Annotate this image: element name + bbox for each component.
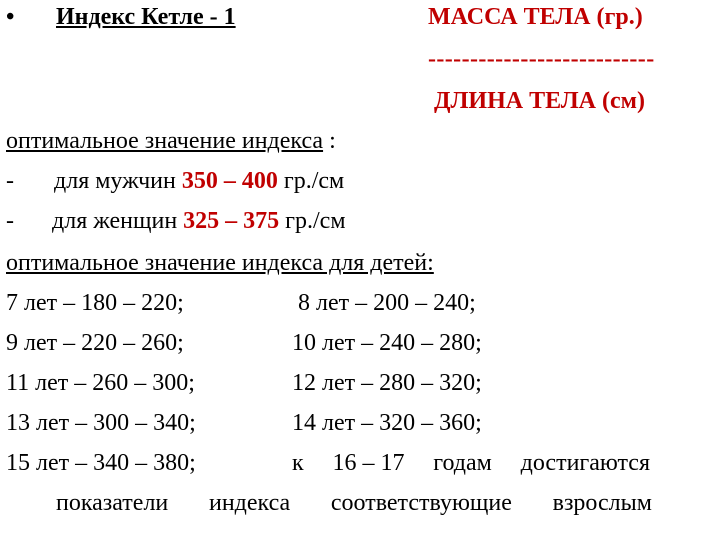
word: индекса — [208, 490, 291, 516]
bullet: • — [6, 4, 15, 30]
list-dash: - — [6, 208, 14, 234]
adults-item-men — [6, 168, 345, 195]
children-last-row-right — [292, 450, 650, 477]
children-row-right: 8 лет – 200 – 240; — [298, 290, 476, 316]
page-title: Индекс Кетле - 1 — [56, 4, 236, 30]
adults-item-label: для мужчин — [54, 168, 182, 194]
children-row-right: 12 лет – 280 – 320; — [292, 370, 482, 396]
adults-heading-colon: : — [323, 128, 336, 154]
adults-item-men-text — [54, 168, 344, 195]
adults-item-unit: гр./см — [277, 168, 345, 194]
children-row-left: 15 лет – 340 – 380; — [6, 450, 196, 476]
word: 16 – 17 — [332, 450, 405, 476]
children-row-right: 14 лет – 320 – 360; — [292, 410, 482, 436]
word: взрослым — [552, 490, 652, 516]
children-heading: оптимальное значение индекса для детей: — [6, 250, 434, 276]
adults-item-women-text — [52, 208, 346, 235]
children-continuation-line — [56, 490, 652, 517]
list-dash: - — [6, 168, 14, 194]
adults-item-women — [6, 208, 346, 235]
word: годам — [433, 450, 492, 476]
formula-fraction-line: --------------------------- — [428, 46, 655, 72]
adults-item-label: для женщин — [52, 208, 184, 234]
word: соответствующие — [330, 490, 512, 516]
children-row-left: 7 лет – 180 – 220; — [6, 290, 184, 316]
word: показатели — [56, 490, 169, 516]
children-row-right: 10 лет – 240 – 280; — [292, 330, 482, 356]
word: к — [292, 450, 304, 476]
adults-heading-text: оптимальное значение индекса — [6, 128, 324, 154]
children-row-left: 11 лет – 260 – 300; — [6, 370, 195, 396]
adults-item-range: 350 – 400 — [181, 168, 278, 194]
children-row-left: 9 лет – 220 – 260; — [6, 330, 184, 356]
formula-numerator: МАССА ТЕЛА (гр.) — [428, 4, 643, 30]
adults-item-range: 325 – 375 — [183, 208, 280, 234]
word: достигаются — [520, 450, 650, 476]
children-row-left: 13 лет – 300 – 340; — [6, 410, 196, 436]
adults-item-unit: гр./см — [279, 208, 346, 234]
adults-heading — [6, 128, 336, 155]
formula-denominator: ДЛИНА ТЕЛА (см) — [434, 88, 645, 114]
